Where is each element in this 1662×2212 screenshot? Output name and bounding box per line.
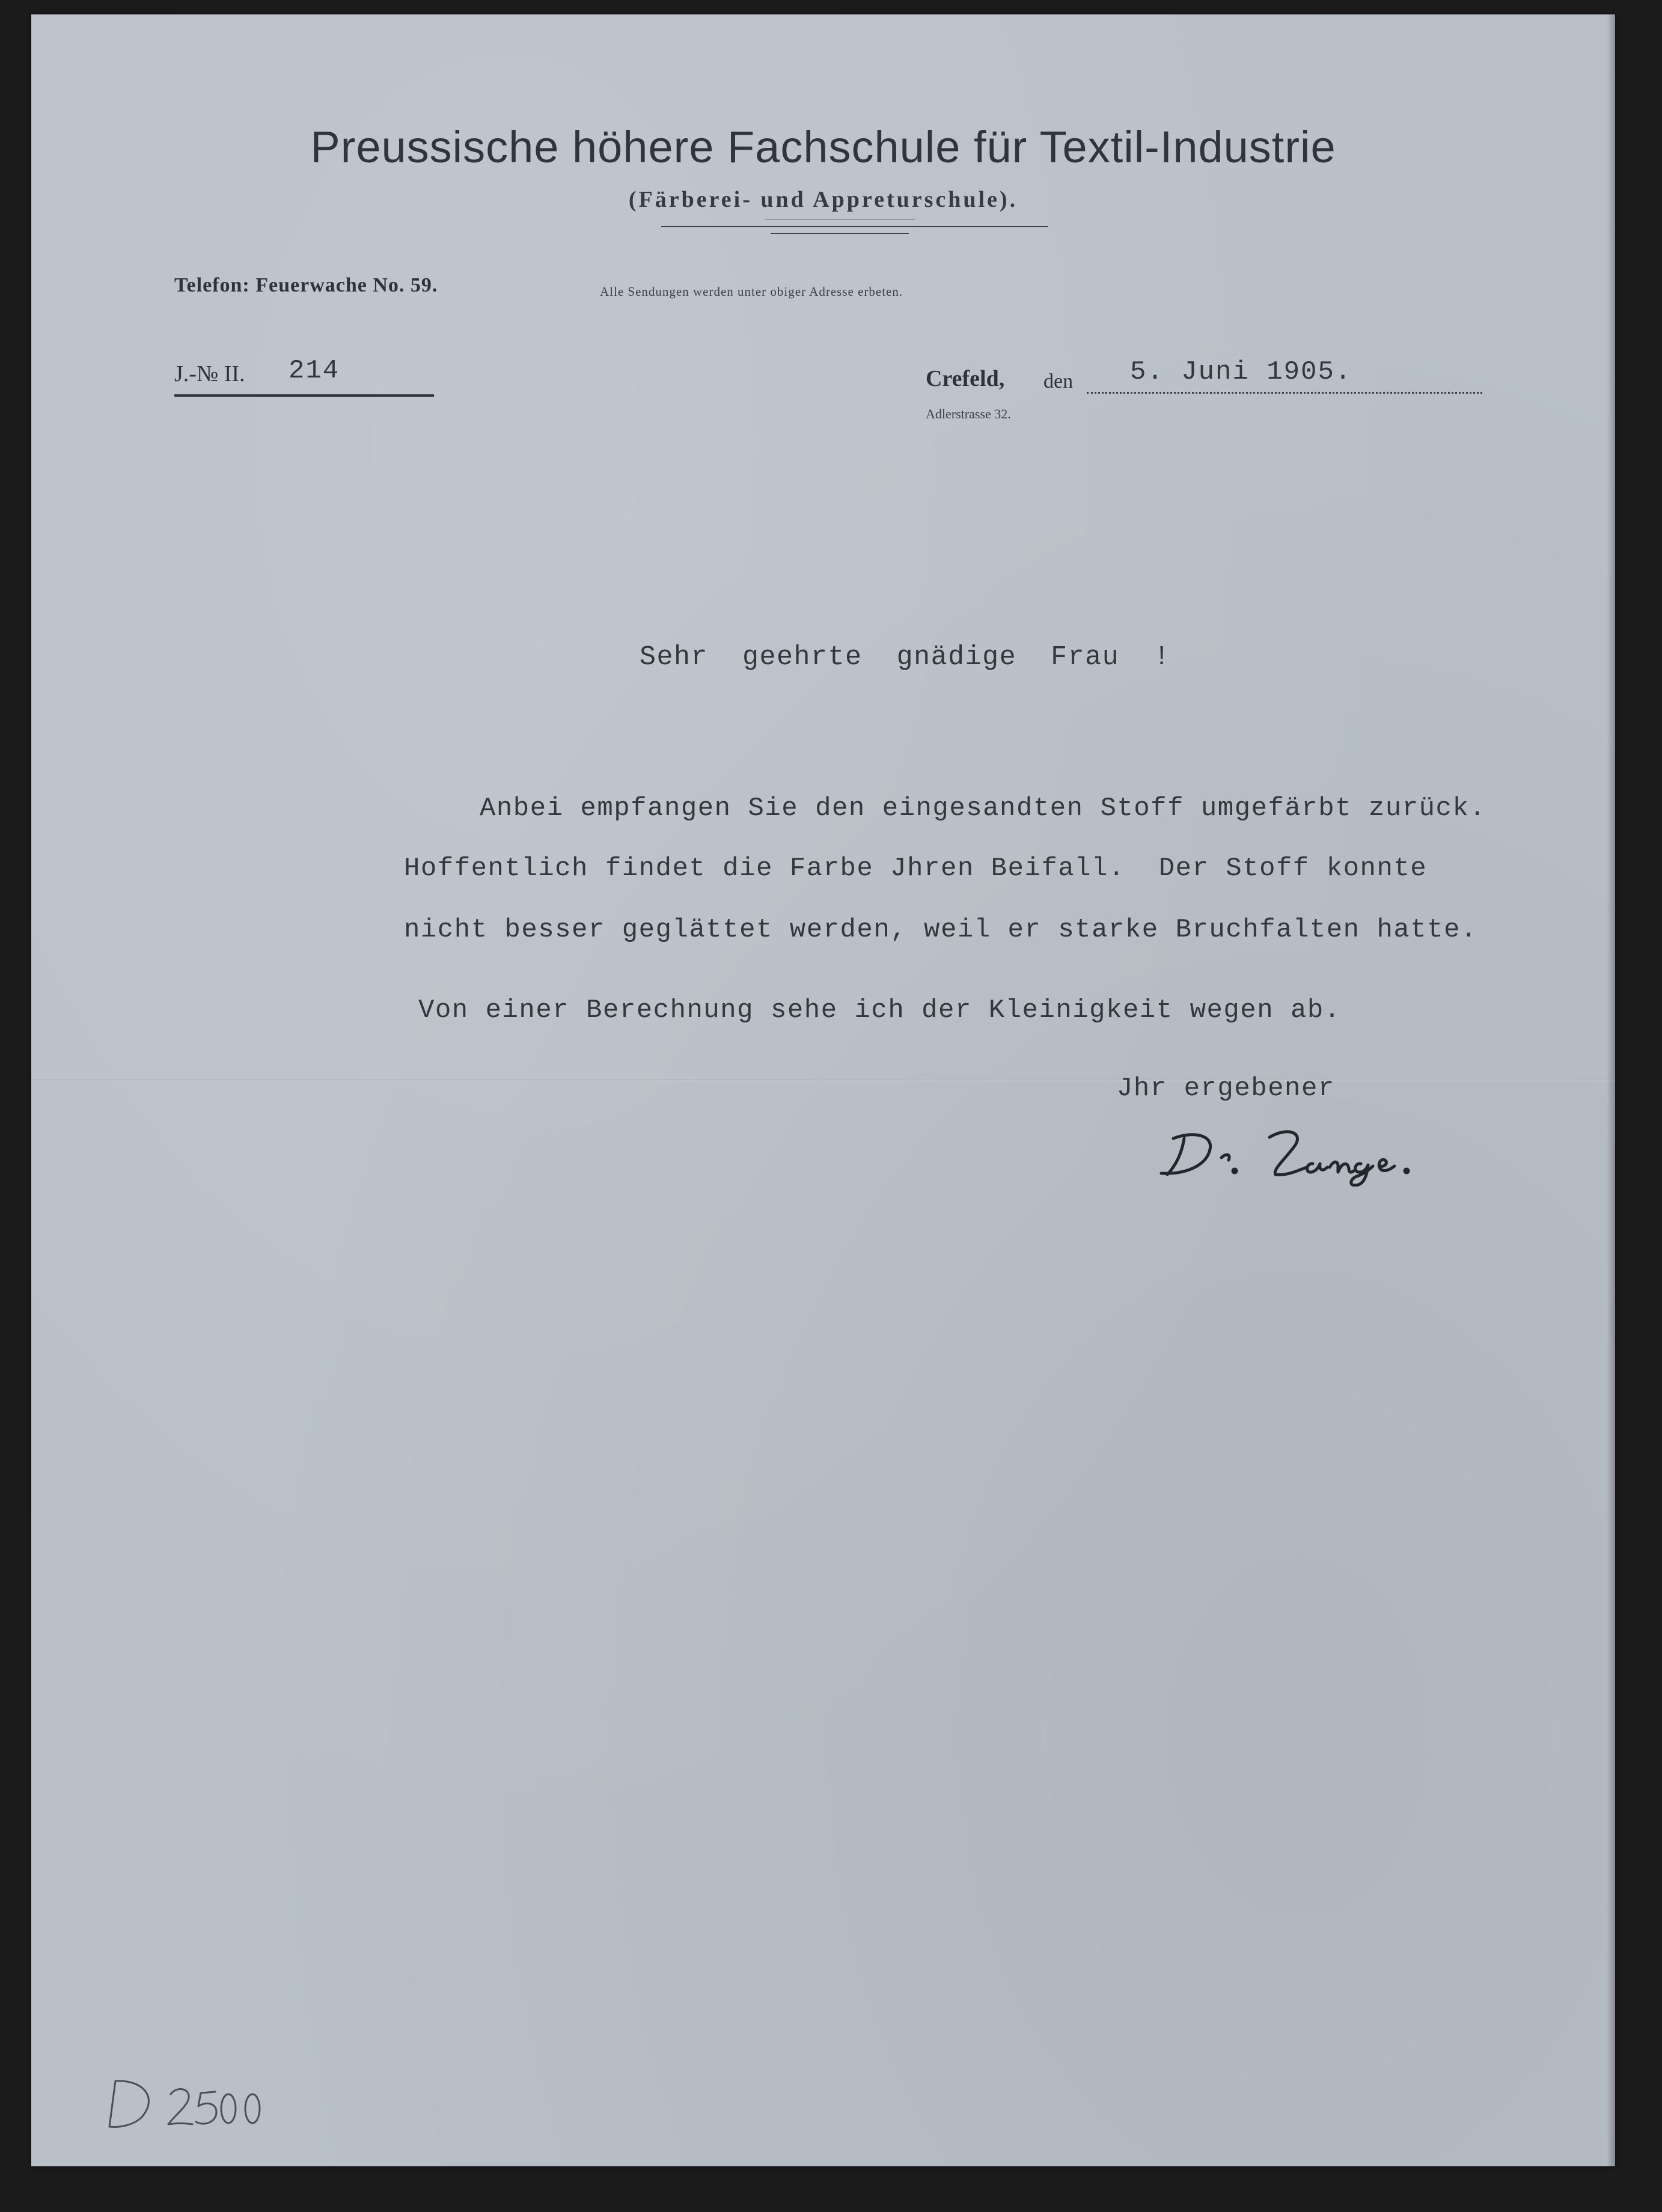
body-line-4: Von einer Berechnung sehe ich der Kleinigkeit wegen ab. bbox=[418, 995, 1341, 1025]
body-line-3: nicht besser geglättet werden, weil er starke Bruchfalten hatte. bbox=[404, 915, 1477, 945]
street-address: Adlerstrasse 32. bbox=[926, 406, 1011, 421]
letterhead-subtitle: (Färberei- und Appreturschule). bbox=[628, 187, 1018, 212]
mailing-notice: Alle Sendungen werden unter obiger Adresse erbeten. bbox=[600, 284, 903, 299]
den-label: den bbox=[1043, 370, 1074, 393]
fold-crease bbox=[31, 1080, 1615, 1081]
body-line-1: Anbei empfangen Sie den eingesandten Stoff umgefärbt zurück. bbox=[480, 793, 1486, 823]
sheet-edge-shadow bbox=[1607, 14, 1615, 2166]
closing: Jhr ergebener bbox=[1117, 1074, 1335, 1104]
body-line-2: Hoffentlich findet die Farbe Jhren Beifall. Der Stoff konnte bbox=[404, 854, 1428, 884]
handwritten-signature bbox=[1149, 1120, 1486, 1187]
archive-pencil-mark bbox=[91, 2069, 272, 2135]
telephone-line: Telefon: Feuerwache No. 59. bbox=[174, 274, 438, 296]
journal-number-label: J.-№ II. bbox=[174, 361, 245, 386]
letter-sheet bbox=[31, 14, 1615, 2166]
letterhead-rule-short-bottom bbox=[771, 233, 909, 234]
letter-date: 5. Juni 1905. bbox=[1130, 357, 1352, 387]
journal-number-underline bbox=[174, 394, 434, 397]
journal-number: 214 bbox=[289, 356, 340, 386]
letterhead-rule-long bbox=[661, 226, 1048, 227]
salutation: Sehr geehrte gnädige Frau ! bbox=[640, 642, 1171, 673]
letterhead-title: Preussische höhere Fachschule für Textil-Industrie bbox=[310, 122, 1336, 172]
city-label: Crefeld, bbox=[926, 366, 1005, 391]
date-dotted-line bbox=[1087, 392, 1482, 394]
